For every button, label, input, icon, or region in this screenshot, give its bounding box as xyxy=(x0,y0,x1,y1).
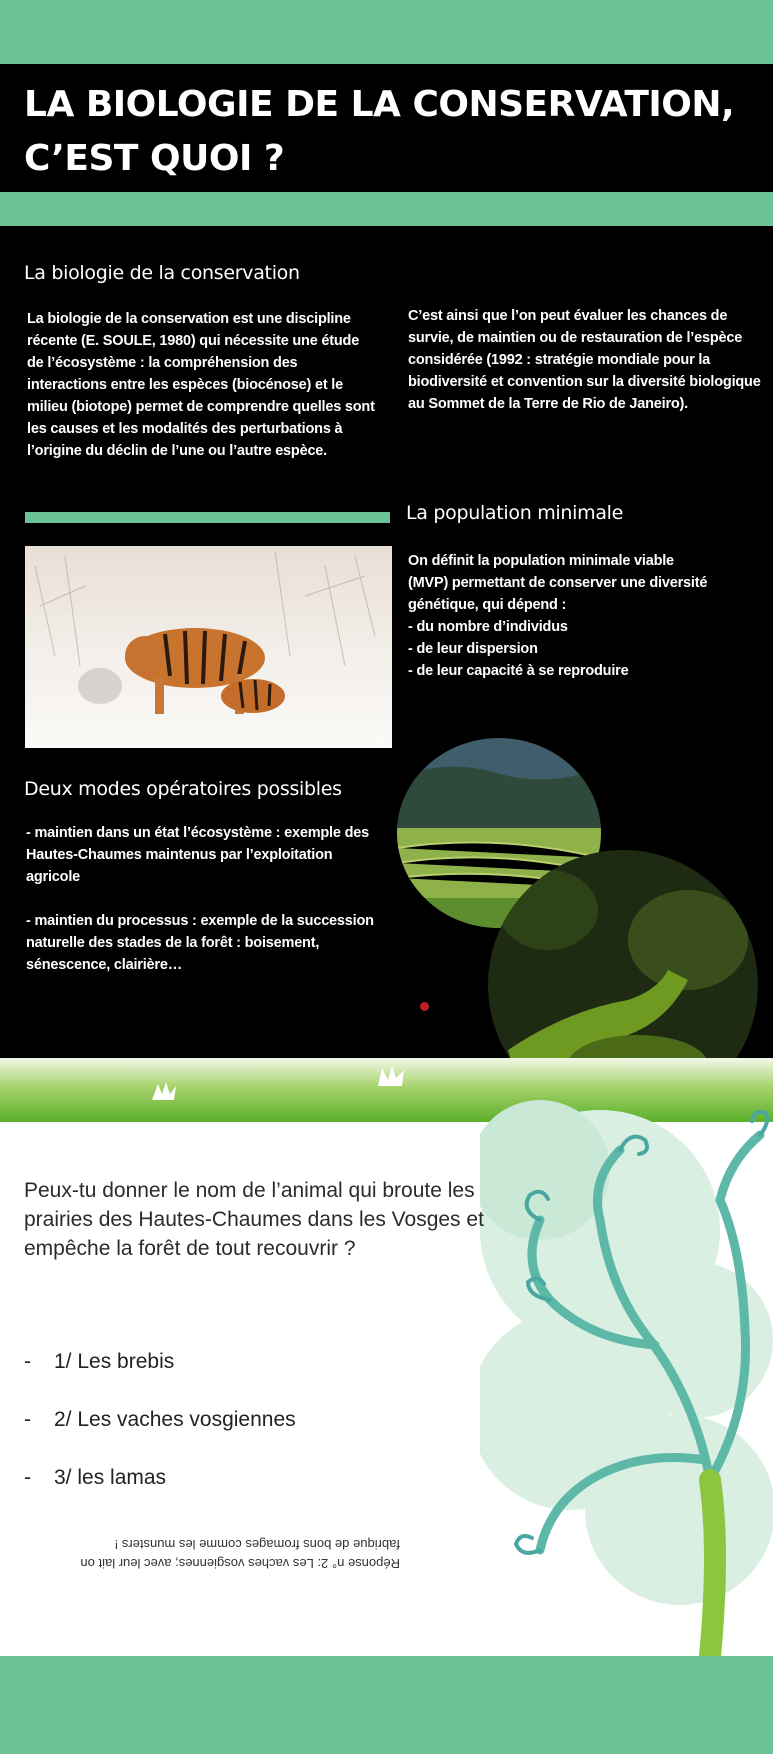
tiger-illustration xyxy=(25,546,392,748)
grass-sprout-icon xyxy=(376,1066,406,1088)
quiz-answer-upside-down: Réponse n° 2: Les vaches vosgiennes; avec leur lait on fabrique de bons fromages comme les munsters ! xyxy=(80,1537,400,1571)
population-text xyxy=(408,550,708,682)
population-intro: On définit la population minimale viable (MVP) permettant de conserver une diversité génétique, qui dépend : xyxy=(408,553,708,613)
ladybug-icon xyxy=(420,1002,429,1011)
quiz-option-3[interactable] xyxy=(24,1466,166,1490)
section-heading-biologie: La biologie de la conservation xyxy=(24,262,300,284)
option-label: 3/ les lamas xyxy=(54,1466,167,1489)
mode-item-2: - maintien du processus : exemple de la succession naturelle des stades de la forêt : boisement, sénescence, clairière… xyxy=(26,913,374,973)
grass-sprout-icon xyxy=(150,1080,178,1102)
option-dash: - xyxy=(24,1408,31,1431)
top-band xyxy=(0,0,773,64)
population-item: - du nombre d’individus xyxy=(408,619,568,635)
tree-illustration xyxy=(480,1080,773,1656)
quiz-option-2[interactable] xyxy=(24,1408,296,1432)
quiz-option-1[interactable] xyxy=(24,1350,174,1374)
option-dash: - xyxy=(24,1466,31,1489)
section-divider xyxy=(25,512,390,523)
biologie-paragraph-1: La biologie de la conservation est une discipline récente (E. SOULE, 1980) qui nécessite une étude de l’écosystème : la compréhension des interactions entre les espèces (biocénose) et le milieu (biotope) permet de comprendre quelles sont les causes et les modalités des perturbations à l’origine du déclin de l’une ou l’autre espèce. xyxy=(27,311,375,459)
modes-text xyxy=(26,822,386,998)
bottom-band xyxy=(0,1656,773,1754)
option-dash: - xyxy=(24,1350,31,1373)
population-item: - de leur dispersion xyxy=(408,641,538,657)
quiz-question: Peux-tu donner le nom de l’animal qui broute les prairies des Hautes-Chaumes dans les Vosges et empêche la forêt de tout recouvrir ? xyxy=(24,1179,484,1260)
biologie-paragraph-2: C’est ainsi que l’on peut évaluer les chances de survie, de maintien ou de restauration de l’espèce considérée (1992 : stratégie mondiale pour la biodiversité et convention sur la diversité biologique au Sommet de la Terre de Rio de Janeiro). xyxy=(408,308,761,412)
section-heading-population: La population minimale xyxy=(406,502,624,524)
tiger-photo xyxy=(25,546,392,748)
population-item: - de leur capacité à se reproduire xyxy=(408,663,629,679)
mode-item-1: - maintien dans un état l’écosystème : exemple des Hautes-Chaumes maintenus par l’exploitation agricole xyxy=(26,825,369,885)
option-label: 1/ Les brebis xyxy=(54,1350,175,1373)
page-title: LA BIOLOGIE DE LA CONSERVATION, C’EST QUOI ? xyxy=(24,84,735,179)
option-label: 2/ Les vaches vosgiennes xyxy=(54,1408,296,1431)
section-heading-modes: Deux modes opératoires possibles xyxy=(24,778,342,800)
title-underband xyxy=(0,192,773,226)
